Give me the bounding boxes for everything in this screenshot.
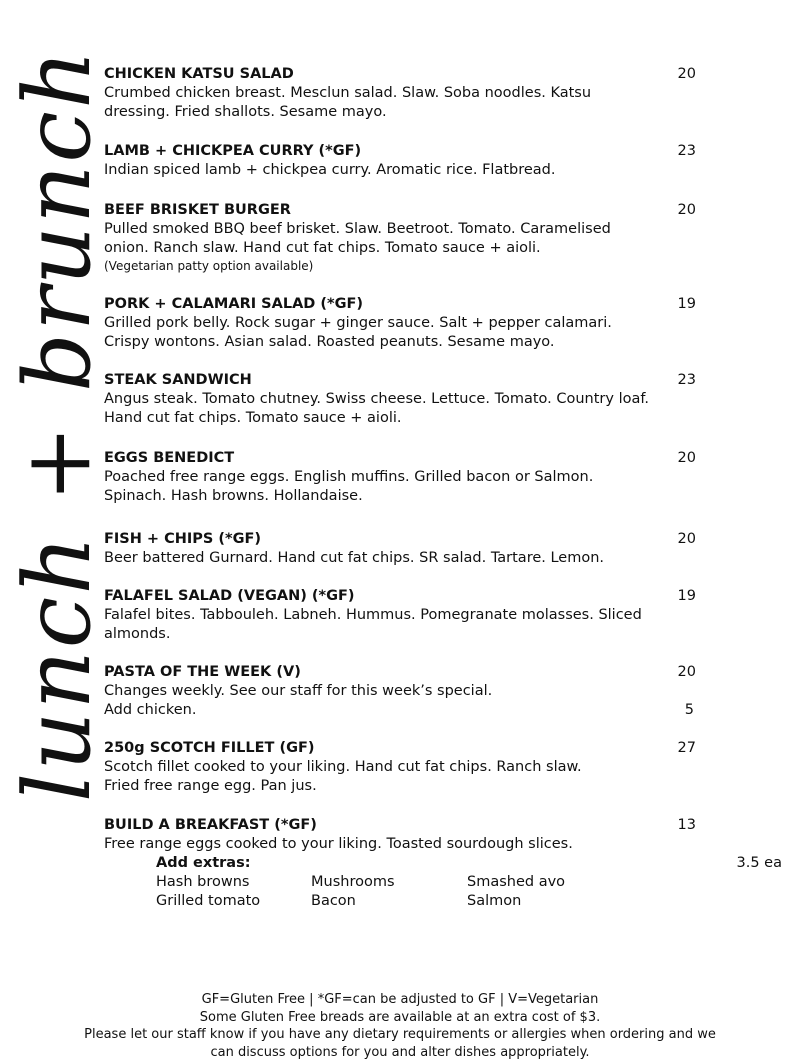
dietary-footer bbox=[0, 991, 800, 1061]
item-name: FISH + CHIPS (*GF) bbox=[104, 531, 262, 547]
item-price: 20 bbox=[677, 531, 696, 547]
item-note: (Vegetarian patty option available) bbox=[104, 259, 314, 273]
extra-option: Mushrooms bbox=[311, 874, 395, 890]
menu-item bbox=[104, 201, 704, 275]
item-price: 27 bbox=[677, 740, 696, 756]
item-description: Crumbed chicken breast. Mesclun salad. Slaw. Soba noodles. Katsu dressing. Fried shallots. Sesame mayo. bbox=[104, 85, 592, 120]
item-description: Indian spiced lamb + chickpea curry. Aromatic rice. Flatbread. bbox=[104, 162, 556, 178]
item-name: PASTA OF THE WEEK (V) bbox=[104, 664, 301, 680]
item-price: 19 bbox=[677, 296, 696, 312]
item-name: BUILD A BREAKFAST (*GF) bbox=[104, 817, 317, 833]
extras-label: Add extras: bbox=[156, 855, 251, 871]
item-price: 20 bbox=[677, 664, 696, 680]
menu-list bbox=[104, 65, 782, 911]
item-price: 20 bbox=[677, 450, 696, 466]
item-description: Changes weekly. See our staff for this week’s special. Add chicken. bbox=[104, 683, 493, 718]
item-description: Beer battered Gurnard. Hand cut fat chips. SR salad. Tartare. Lemon. bbox=[104, 550, 605, 566]
item-description: Angus steak. Tomato chutney. Swiss cheese. Lettuce. Tomato. Country loaf. Hand cut fat chips. Tomato sauce + aioli. bbox=[104, 391, 650, 426]
footer-legend: GF=Gluten Free | *GF=can be adjusted to GF | V=Vegetarian bbox=[201, 992, 599, 1007]
menu-item bbox=[104, 65, 704, 122]
menu-item bbox=[104, 449, 704, 506]
menu-item bbox=[104, 663, 704, 720]
menu-item bbox=[104, 530, 704, 568]
item-description: Pulled smoked BBQ beef brisket. Slaw. Beetroot. Tomato. Caramelised onion. Ranch slaw. Hand cut fat chips. Tomato sauce + aioli. bbox=[104, 221, 611, 256]
item-price: 19 bbox=[677, 588, 696, 604]
item-name: BEEF BRISKET BURGER bbox=[104, 202, 291, 218]
item-description: Falafel bites. Tabbouleh. Labneh. Hummus. Pomegranate molasses. Sliced almonds. bbox=[104, 607, 642, 642]
item-addon-price: 5 bbox=[684, 702, 694, 718]
footer-allergy-note-cont: can discuss options for you and alter dishes appropriately. bbox=[210, 1044, 590, 1060]
item-description: Poached free range eggs. English muffins. Grilled bacon or Salmon. Spinach. Hash browns. Hollandaise. bbox=[104, 469, 594, 504]
item-price: 13 bbox=[677, 817, 696, 833]
menu-item bbox=[104, 739, 704, 796]
item-name: FALAFEL SALAD (VEGAN) (*GF) bbox=[104, 588, 355, 604]
menu-item bbox=[104, 142, 704, 180]
item-price: 23 bbox=[677, 143, 696, 159]
item-name: 250g SCOTCH FILLET (GF) bbox=[104, 740, 315, 756]
extra-option: Hash browns bbox=[156, 874, 250, 890]
item-name: CHICKEN KATSU SALAD bbox=[104, 66, 294, 82]
menu-item bbox=[104, 816, 704, 854]
menu-item bbox=[104, 371, 704, 428]
item-description: Scotch fillet cooked to your liking. Hand cut fat chips. Ranch slaw. Fried free range egg. Pan jus. bbox=[104, 759, 582, 794]
item-price: 20 bbox=[677, 202, 696, 218]
extras-options bbox=[156, 873, 704, 911]
item-name: STEAK SANDWICH bbox=[104, 372, 252, 388]
footer-gluten-free-note: Some Gluten Free breads are available at an extra cost of $3. bbox=[199, 1009, 601, 1025]
menu-item bbox=[104, 587, 704, 644]
item-name: EGGS BENEDICT bbox=[104, 450, 235, 466]
extra-option: Smashed avo bbox=[467, 874, 566, 890]
extras-section bbox=[156, 854, 782, 911]
extras-price: 3.5 ea bbox=[736, 855, 782, 871]
extra-option: Bacon bbox=[311, 893, 356, 909]
menu-item bbox=[104, 295, 704, 352]
item-name: LAMB + CHICKPEA CURRY (*GF) bbox=[104, 143, 362, 159]
item-description: Free range eggs cooked to your liking. Toasted sourdough slices. bbox=[104, 836, 573, 852]
menu-section-title: lunch + brunch bbox=[4, 47, 111, 803]
extra-option: Salmon bbox=[467, 893, 522, 909]
item-price: 20 bbox=[677, 66, 696, 82]
item-price: 23 bbox=[677, 372, 696, 388]
footer-allergy-note: Please let our staff know if you have any dietary requirements or allergies when ordering and we bbox=[84, 1027, 716, 1042]
item-name: PORK + CALAMARI SALAD (*GF) bbox=[104, 296, 364, 312]
item-description: Grilled pork belly. Rock sugar + ginger sauce. Salt + pepper calamari. Crispy wontons. Asian salad. Roasted peanuts. Sesame mayo. bbox=[104, 315, 612, 350]
extra-option: Grilled tomato bbox=[156, 893, 261, 909]
